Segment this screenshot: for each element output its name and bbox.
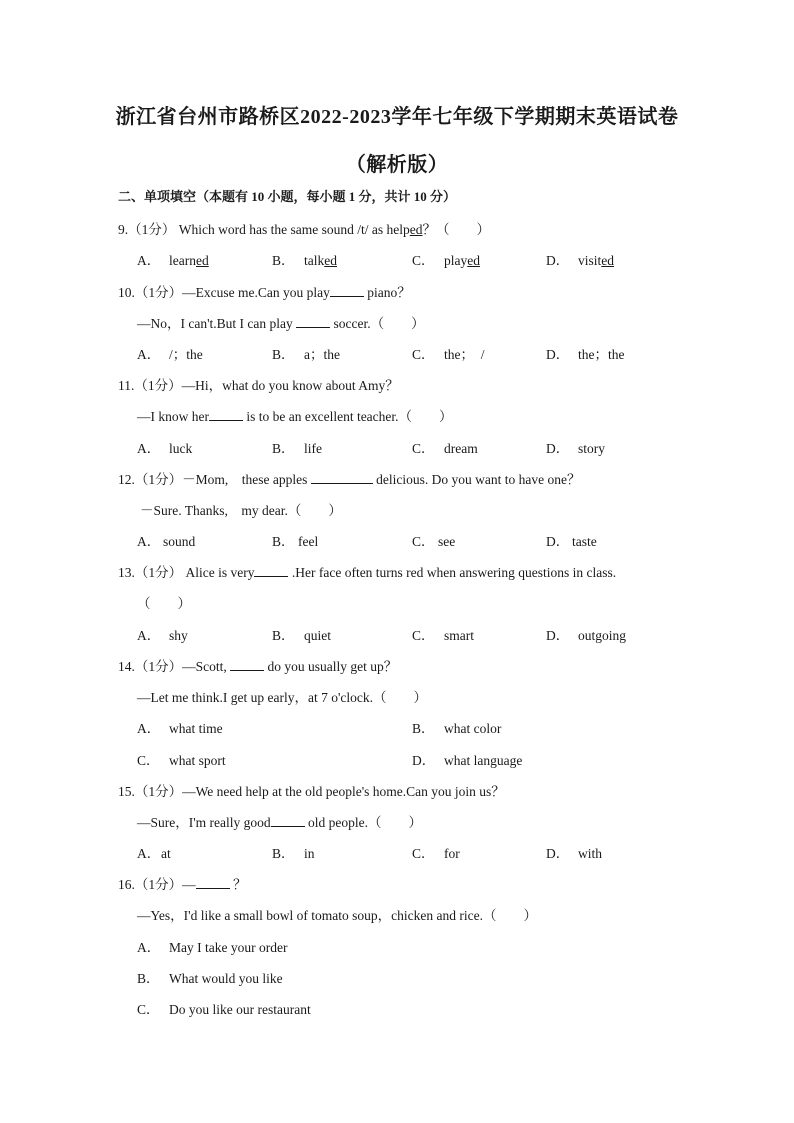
option-c[interactable] (412, 530, 455, 550)
underlined-suffix: ed (409, 222, 423, 237)
option-text: at (161, 846, 171, 861)
question-10-line2 (137, 312, 425, 332)
option-text: /；the (169, 347, 203, 362)
question-16-stem (118, 873, 247, 893)
answer-bracket: old people.（ ） (308, 815, 423, 830)
option-text: life (304, 441, 322, 456)
option-letter: A． (137, 534, 161, 549)
option-text: quiet (304, 628, 331, 643)
question-number: 9. (118, 222, 129, 237)
fill-blank[interactable] (330, 284, 364, 297)
answer-bracket: ？（ ） (422, 222, 490, 237)
option-letter: A． (137, 253, 161, 268)
question-13-stem (118, 561, 616, 581)
option-a[interactable] (137, 936, 287, 956)
option-letter: C． (412, 253, 435, 268)
option-letter: B． (272, 253, 295, 268)
question-score: （1分） (134, 659, 183, 674)
option-text: the； / (444, 347, 485, 362)
option-letter: D． (412, 753, 436, 768)
question-score: （1分） (134, 784, 183, 799)
question-13-line2 (137, 592, 191, 612)
question-score: （1分） (134, 285, 183, 300)
fill-blank[interactable] (311, 471, 373, 484)
option-text: smart (444, 628, 474, 643)
option-b[interactable] (272, 343, 340, 363)
option-letter: A． (137, 441, 161, 456)
answer-bracket: —Let me think.I get up early，at 7 o'clock.（ ） (137, 690, 427, 705)
question-text: Which word has the same sound /t/ as help (178, 222, 410, 237)
question-12-stem (118, 468, 580, 488)
option-c[interactable] (412, 249, 480, 269)
answer-bracket: －Sure. Thanks, my dear.（ ） (140, 503, 342, 518)
option-d[interactable] (546, 249, 614, 269)
option-text: the；the (578, 347, 625, 362)
section-heading: 二、单项填空（本题有 10 小题，每小题 1 分，共计 10 分） (118, 189, 457, 204)
question-12-line2 (140, 499, 342, 519)
option-letter: B． (412, 721, 435, 736)
option-text: story (578, 441, 605, 456)
question-text: —I know her (137, 409, 209, 424)
question-11-stem (118, 374, 399, 394)
question-score: （1分） (134, 565, 183, 580)
answer-bracket: is to be an excellent teacher.（ ） (246, 409, 453, 424)
page-subtitle: （解析版） (345, 154, 449, 176)
option-letter: A． (137, 940, 161, 955)
option-a[interactable] (137, 717, 223, 737)
option-underline: ed (467, 253, 480, 268)
option-letter: B． (272, 347, 295, 362)
option-b[interactable] (137, 967, 283, 987)
option-letter: A． (137, 721, 161, 736)
option-letter: A． (137, 347, 161, 362)
option-text: talk (304, 253, 325, 268)
question-score: （1分） (134, 378, 182, 393)
option-c[interactable] (412, 624, 474, 644)
question-score: （1分） (134, 877, 183, 892)
question-score: （1分） (134, 472, 183, 487)
option-text: with (578, 846, 603, 861)
option-text: shy (169, 628, 188, 643)
option-letter: C． (412, 534, 435, 549)
fill-blank[interactable] (209, 408, 243, 421)
option-d[interactable] (412, 749, 522, 769)
option-b[interactable] (272, 624, 331, 644)
answer-bracket: （ ） (137, 596, 191, 611)
question-text: Alice is very (185, 565, 255, 580)
question-11-line2 (137, 405, 453, 425)
option-d[interactable] (546, 842, 602, 862)
option-text: learn (169, 253, 196, 268)
option-b[interactable] (272, 437, 322, 457)
question-text: .Her face often turns red when answering questions in class. (291, 565, 617, 580)
option-text: taste (572, 534, 597, 549)
option-letter: B． (137, 971, 160, 986)
fill-blank[interactable] (196, 876, 230, 889)
option-letter: C． (412, 628, 435, 643)
option-c[interactable] (412, 842, 460, 862)
question-text: —Scott, (182, 659, 227, 674)
option-underline: ed (324, 253, 337, 268)
answer-bracket: —Yes，I'd like a small bowl of tomato soup，chicken and rice.（ ） (137, 908, 537, 923)
option-text: what time (169, 721, 223, 736)
question-text: ？ (233, 877, 247, 892)
option-text: Do you like our restaurant (169, 1002, 311, 1017)
option-a[interactable] (137, 624, 188, 644)
fill-blank[interactable] (230, 658, 264, 671)
option-letter: B． (272, 534, 295, 549)
question-number: 16. (118, 877, 135, 892)
option-c[interactable] (137, 749, 226, 769)
option-text: for (444, 846, 460, 861)
option-letter: D． (546, 253, 570, 268)
fill-blank[interactable] (271, 814, 305, 827)
option-text: May I take your order (169, 940, 288, 955)
question-text: — (182, 877, 196, 892)
question-text: —Hi，what do you know about Amy？ (181, 378, 399, 393)
question-number: 14. (118, 659, 135, 674)
question-number: 11. (118, 378, 135, 393)
option-letter: C． (412, 846, 435, 861)
question-number: 13. (118, 565, 135, 580)
option-letter: C． (412, 441, 435, 456)
option-a[interactable] (137, 249, 209, 269)
question-15-line2 (137, 811, 422, 831)
option-text: what sport (169, 753, 226, 768)
option-b[interactable] (272, 530, 318, 550)
fill-blank[interactable] (254, 564, 288, 577)
question-14-stem (118, 655, 397, 675)
option-letter: D． (546, 846, 570, 861)
option-a[interactable] (137, 437, 192, 457)
option-underline: ed (601, 253, 615, 268)
option-text: sound (163, 534, 196, 549)
option-letter: B． (272, 846, 295, 861)
option-a[interactable] (137, 842, 171, 862)
option-text: what color (444, 721, 502, 736)
option-text: What would you like (169, 971, 283, 986)
question-number: 12. (118, 472, 135, 487)
option-text: feel (298, 534, 319, 549)
question-10-stem (118, 281, 411, 301)
question-15-stem (118, 780, 505, 800)
question-number: 10. (118, 285, 135, 300)
question-text: —Sure，I'm really good (137, 815, 271, 830)
option-letter: B． (272, 628, 295, 643)
option-d[interactable] (546, 343, 625, 363)
option-b[interactable] (272, 249, 337, 269)
answer-bracket: soccer.（ ） (333, 316, 425, 331)
option-b[interactable] (412, 717, 501, 737)
option-text: what language (444, 753, 523, 768)
option-a[interactable] (137, 343, 203, 363)
question-text: do you usually get up？ (267, 659, 398, 674)
question-text: —No，I can't.But I can play (137, 316, 293, 331)
question-9-stem (118, 218, 490, 238)
question-14-line2 (137, 686, 427, 706)
option-letter: D． (546, 441, 570, 456)
option-letter: A． (137, 846, 161, 861)
option-text: in (304, 846, 315, 861)
option-c[interactable] (137, 998, 311, 1018)
question-16-line2 (137, 904, 537, 924)
option-c[interactable] (412, 343, 485, 363)
question-text: —Excuse me.Can you play (182, 285, 330, 300)
option-d[interactable] (546, 437, 605, 457)
option-letter: A． (137, 628, 161, 643)
option-letter: D． (546, 347, 570, 362)
option-d[interactable] (546, 530, 597, 550)
option-c[interactable] (412, 437, 478, 457)
question-text: delicious. Do you want to have one？ (376, 472, 581, 487)
option-letter: D． (546, 534, 570, 549)
option-text: dream (444, 441, 478, 456)
option-d[interactable] (546, 624, 626, 644)
option-b[interactable] (272, 842, 315, 862)
option-text: play (444, 253, 468, 268)
option-underline: ed (195, 253, 209, 268)
option-text: luck (169, 441, 193, 456)
question-number: 15. (118, 784, 135, 799)
option-letter: B． (272, 441, 295, 456)
option-a[interactable] (137, 530, 195, 550)
option-letter: C． (137, 753, 160, 768)
option-text: see (438, 534, 456, 549)
option-letter: C． (137, 1002, 160, 1017)
option-text: a；the (304, 347, 340, 362)
option-letter: D． (546, 628, 570, 643)
page-title: 浙江省台州市路桥区2022-2023学年七年级下学期期末英语试卷 (115, 106, 679, 128)
option-letter: C． (412, 347, 435, 362)
question-text: piano？ (367, 285, 411, 300)
option-text: visit (578, 253, 602, 268)
question-text: －Mom, these apples (182, 472, 308, 487)
fill-blank[interactable] (296, 315, 330, 328)
option-text: outgoing (578, 628, 627, 643)
question-score: （1分） (128, 222, 176, 237)
question-text: —We need help at the old people's home.Can you join us？ (182, 784, 505, 799)
